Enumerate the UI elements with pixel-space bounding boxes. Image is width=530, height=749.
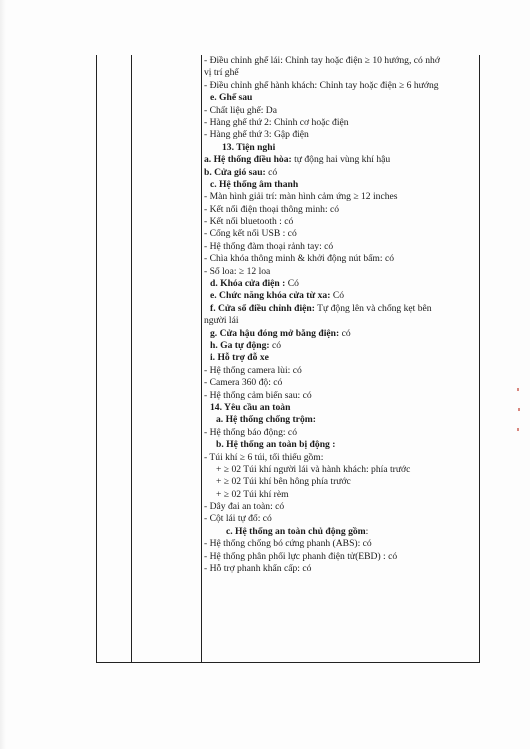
spec-line xyxy=(204,328,478,340)
spec-line: - Camera 360 độ: có xyxy=(204,377,283,389)
spec-line-heading: g. Cửa hậu đóng mở bằng điện: xyxy=(210,327,340,339)
spec-line: - Hệ thống camera lùi: có xyxy=(204,364,302,376)
spec-line xyxy=(204,290,478,302)
spec-line: - Điều chỉnh ghế lái: Chỉnh tay hoặc điện ≥ 10 hướng, có nhớ xyxy=(204,55,440,66)
spec-line xyxy=(204,303,478,315)
spec-line-heading: f. Cửa sổ điều chỉnh điện: xyxy=(210,302,315,314)
spec-line: i. Hỗ trợ đỗ xe xyxy=(210,352,269,364)
spec-line-value: có xyxy=(339,327,351,339)
spec-line: 13. Tiện nghi xyxy=(222,141,276,153)
spec-line xyxy=(204,340,478,352)
spec-line: - Chìa khóa thông minh & khởi động nút bấm: có xyxy=(204,253,395,265)
spec-line: - Điều chỉnh ghế hành khách: Chỉnh tay hoặc điện ≥ 6 hướng xyxy=(204,79,439,91)
scan-speck xyxy=(517,388,519,391)
spec-line-value: có xyxy=(265,166,278,178)
spec-line: - Túi khí ≥ 6 túi, tối thiểu gồm: xyxy=(204,451,324,463)
spec-line: 14. Yêu cầu an toàn xyxy=(210,401,291,413)
spec-line: - Hàng ghế thứ 3: Gập điện xyxy=(204,129,309,141)
spec-line-heading: h. Ga tự động: xyxy=(210,339,270,351)
spec-line: - Cột lái tự đổ: có xyxy=(204,513,272,525)
spec-line: vị trí ghế xyxy=(204,67,239,79)
spec-line-heading: a. Hệ thống điều hòa: xyxy=(204,154,292,166)
column-divider xyxy=(201,55,202,662)
spec-line: - Chất liệu ghế: Da xyxy=(204,104,277,116)
column-divider xyxy=(131,55,132,662)
spec-line: - Hệ thống đàm thoại rảnh tay: có xyxy=(204,240,334,252)
spec-line: - Hệ thống phân phối lực phanh điện tử(EBD) : có xyxy=(204,550,398,562)
spec-line-value: tự động hai vùng khí hậu xyxy=(291,154,391,166)
spec-line-heading: b. Cửa gió sau: xyxy=(204,166,266,178)
spec-line: - Số loa: ≥ 12 loa xyxy=(204,265,271,277)
spec-line: b. Hệ thống an toàn bị động : xyxy=(216,439,336,451)
scan-speck xyxy=(518,408,520,411)
spec-table xyxy=(96,55,480,663)
spec-line-heading: e. Chức năng khóa cửa từ xa: xyxy=(210,290,331,302)
spec-line: - Cổng kết nối USB : có xyxy=(204,228,297,240)
spec-line-value: Có xyxy=(285,278,299,290)
spec-line: a. Hệ thống chống trộm: xyxy=(216,414,316,426)
spec-line: + ≥ 02 Túi khí người lái và hành khách: phía trước xyxy=(216,463,411,475)
spec-line-value: Tự động lên và chống kẹt bên xyxy=(314,302,432,314)
spec-line-heading: d. Khóa cửa điện : xyxy=(210,278,286,290)
spec-content-cell xyxy=(204,55,478,575)
spec-line: người lái xyxy=(204,315,239,327)
spec-line xyxy=(204,526,478,538)
spec-line: - Hệ thống chống bó cứng phanh (ABS): có xyxy=(204,538,372,550)
spec-line: + ≥ 02 Túi khí bên hông phía trước xyxy=(216,476,351,488)
spec-line-value: có xyxy=(269,339,282,351)
spec-line: - Kết nối bluetooth : có xyxy=(204,216,294,228)
spec-line: - Hàng ghế thứ 2: Chỉnh cơ hoặc điện xyxy=(204,116,349,128)
spec-line: e. Ghế sau xyxy=(210,92,253,104)
scan-speck xyxy=(517,428,519,431)
spec-line: + ≥ 02 Túi khí rèm xyxy=(216,488,289,500)
spec-line: - Dây đai an toàn: có xyxy=(204,501,285,513)
spec-line xyxy=(204,278,478,290)
spec-line-value: : xyxy=(365,525,369,537)
spec-line-heading: c. Hệ thống an toàn chủ động gồm xyxy=(226,525,366,537)
spec-line: - Hỗ trợ phanh khẩn cấp: có xyxy=(204,563,312,575)
scan-edge-shadow xyxy=(0,0,6,749)
spec-line-value: Có xyxy=(330,290,345,302)
spec-line xyxy=(204,154,478,166)
spec-line: - Màn hình giải trí: màn hình cảm ứng ≥ 12 inches xyxy=(204,191,398,203)
spec-line: c. Hệ thống âm thanh xyxy=(210,178,299,190)
spec-line: - Hệ thống cảm biến sau: có xyxy=(204,389,312,401)
spec-line: - Hệ thống báo động: có xyxy=(204,426,297,438)
spec-line: - Kết nối điện thoại thông minh: có xyxy=(204,203,340,215)
spec-line xyxy=(204,167,478,179)
